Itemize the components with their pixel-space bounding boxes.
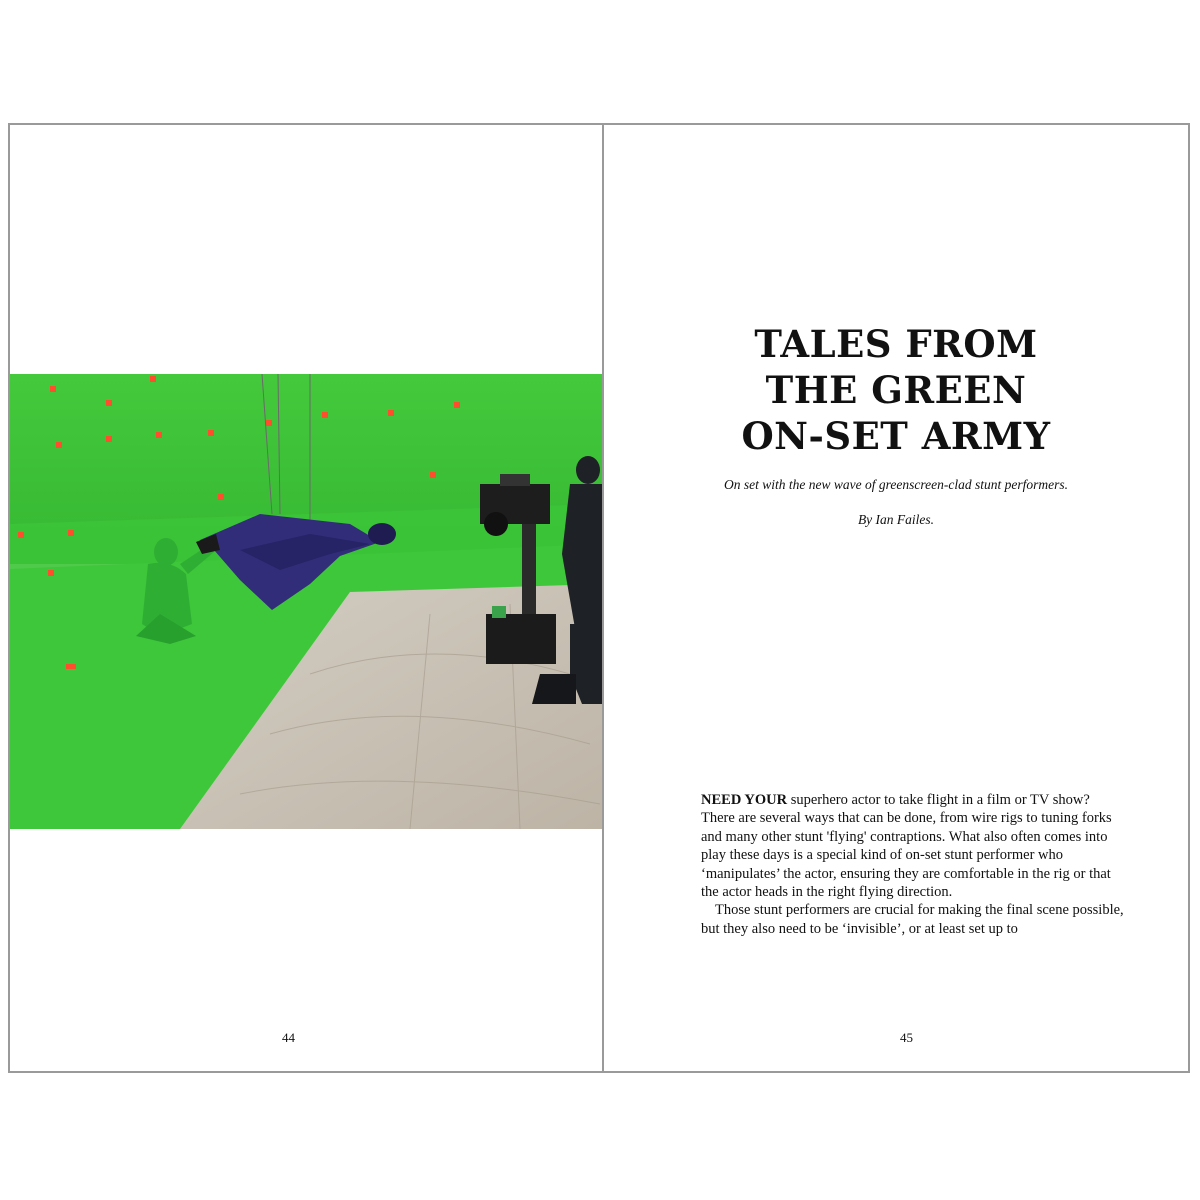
right-page <box>604 125 1188 1071</box>
body-paragraph <box>701 791 1126 901</box>
article-body <box>701 791 1126 938</box>
greenscreen-photo <box>10 374 602 829</box>
page-number-left: 44 <box>282 1030 295 1045</box>
lead-in: NEED YOUR <box>701 792 788 808</box>
page-number-right: 45 <box>900 1030 913 1045</box>
article-subtitle: On set with the new wave of greenscreen-clad stunt performers. <box>724 477 1068 492</box>
article-byline: By Ian Failes. <box>857 512 935 527</box>
title-line: ON-SET ARMY <box>741 414 1051 458</box>
title-line: TALES FROM <box>754 322 1038 366</box>
book-spread <box>8 123 1190 1073</box>
paragraph-text: superhero actor to take flight in a film or TV show? There are several ways that can be done, from wire rigs to tuning forks and many other stunt 'flying' contraptions. What also often comes into play these days is a special kind of on-set stunt performer who ‘manipulates’ the actor, ensuring they are comfortable in the rig or that the actor heads in the right flying direction. <box>701 792 1112 901</box>
article-title <box>604 321 1188 459</box>
body-paragraph: Those stunt performers are crucial for making the final scene possible, but they also need to be ‘invisible’, or at least set up to <box>701 902 1124 937</box>
left-page <box>10 125 602 1071</box>
title-line: THE GREEN <box>765 368 1027 412</box>
